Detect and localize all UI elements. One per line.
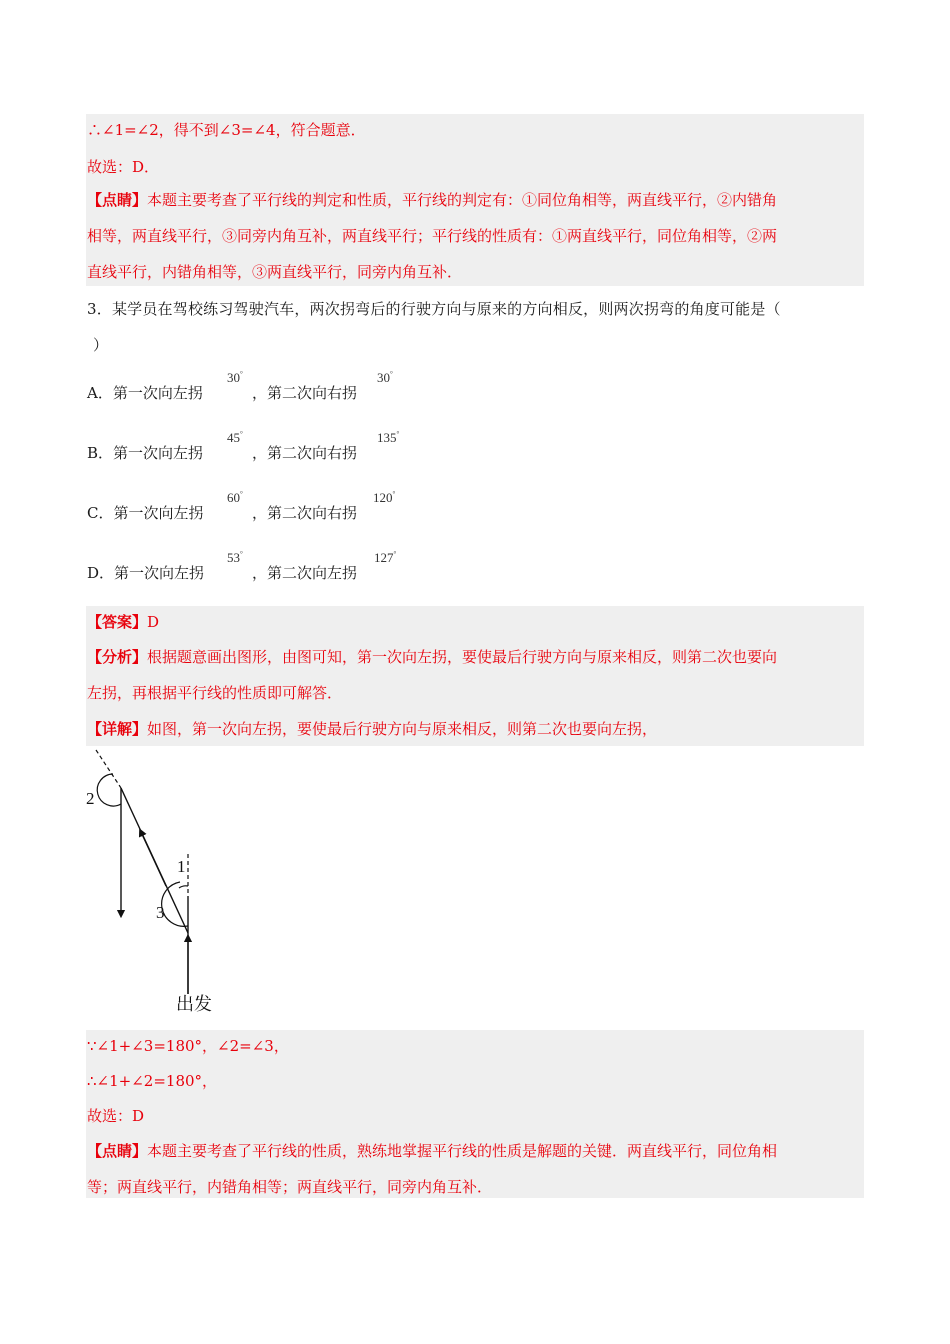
option-a-label: A．第一次向左拐 <box>87 384 203 402</box>
route-diagram-svg <box>86 746 218 1014</box>
start-label: 出发 <box>176 994 212 1014</box>
option-a-angle-1: 30° <box>227 370 243 385</box>
angle-1-label: 1 <box>177 857 186 876</box>
comment-text: 本题主要考查了平行线的判定和性质，平行线的判定有：①同位角相等，两直线平行，②内错角 <box>147 191 778 209</box>
option-b-angle-2: 135° <box>377 430 400 445</box>
comment-2-tag: 【点睛】 <box>87 1142 148 1160</box>
option-b-label: B．第一次向左拐 <box>87 444 204 462</box>
question-stem-line-2: ） <box>93 336 109 354</box>
comment-line-1 <box>87 190 777 210</box>
choice-line: 故选：D． <box>87 158 160 176</box>
angle-1-arc <box>179 886 188 888</box>
option-c-angle-1: 60° <box>227 490 243 505</box>
option-d-angle-1: 53° <box>227 550 243 565</box>
question-stem-line-1: 3．某学员在驾校练习驾驶汽车，两次拐弯后的行驶方向与原来的方向相反，则两次拐弯的角度可能是（ <box>87 300 781 318</box>
therefore-line: ∴∠1+∠2=180°， <box>87 1072 218 1090</box>
choice-line-2: 故选：D <box>87 1107 145 1125</box>
option-d-angle-2: 127° <box>374 550 397 565</box>
detail-line <box>87 719 657 739</box>
option-c-mid: ，第二次向右拐 <box>252 504 358 522</box>
comment-2-text: 本题主要考查了平行线的性质，熟练地掌握平行线的性质是解题的关键．两直线平行，同位角相 <box>147 1142 778 1160</box>
answer-line <box>87 612 159 632</box>
option-b-angle-1: 45° <box>227 430 243 445</box>
angle-2-label: 2 <box>86 789 95 808</box>
comment-line-2: 相等，两直线平行，③同旁内角互补，两直线平行；平行线的性质有：①两直线平行，同位角相等，②两 <box>87 227 778 245</box>
comment-2-line-1 <box>87 1141 777 1161</box>
option-a-mid: ，第二次向右拐 <box>252 384 358 402</box>
option-a-angle-2: 30° <box>377 370 393 385</box>
angle-3-label: 3 <box>156 903 165 922</box>
detail-text: 如图，第一次向左拐，要使最后行驶方向与原来相反，则第二次也要向左拐， <box>147 720 658 738</box>
comment-tag: 【点睛】 <box>87 191 148 209</box>
angle-2-arc <box>97 774 121 806</box>
analysis-line-1 <box>87 647 777 667</box>
answer-tag: 【答案】 <box>87 613 148 631</box>
comment-line-3: 直线平行，内错角相等，③两直线平行，同旁内角互补． <box>87 263 463 281</box>
detail-tag: 【详解】 <box>87 720 148 738</box>
analysis-line-2: 左拐，再根据平行线的性质即可解答． <box>87 684 343 702</box>
option-b-mid: ，第二次向右拐 <box>252 444 358 462</box>
analysis-text: 根据题意画出图形，由图可知，第一次向左拐，要使最后行驶方向与原来相反，则第二次也要向 <box>147 648 778 666</box>
comment-2-line-2: 等；两直线平行，内错角相等；两直线平行，同旁内角互补． <box>87 1178 493 1196</box>
conclusion-line: ∴∠1=∠2，得不到∠3=∠4，符合题意． <box>87 121 366 139</box>
option-d-mid: ，第二次向左拐 <box>252 564 358 582</box>
option-c-label: C．第一次向左拐 <box>87 504 204 522</box>
because-line: ∵∠1+∠3=180°，∠2=∠3， <box>87 1037 289 1055</box>
route-diagram <box>86 746 218 1014</box>
diagonal-arrow <box>141 832 166 886</box>
option-c-angle-2: 120° <box>373 490 396 505</box>
analysis-tag: 【分析】 <box>87 648 148 666</box>
answer-value: D <box>147 613 160 631</box>
option-d-label: D．第一次向左拐 <box>87 564 205 582</box>
